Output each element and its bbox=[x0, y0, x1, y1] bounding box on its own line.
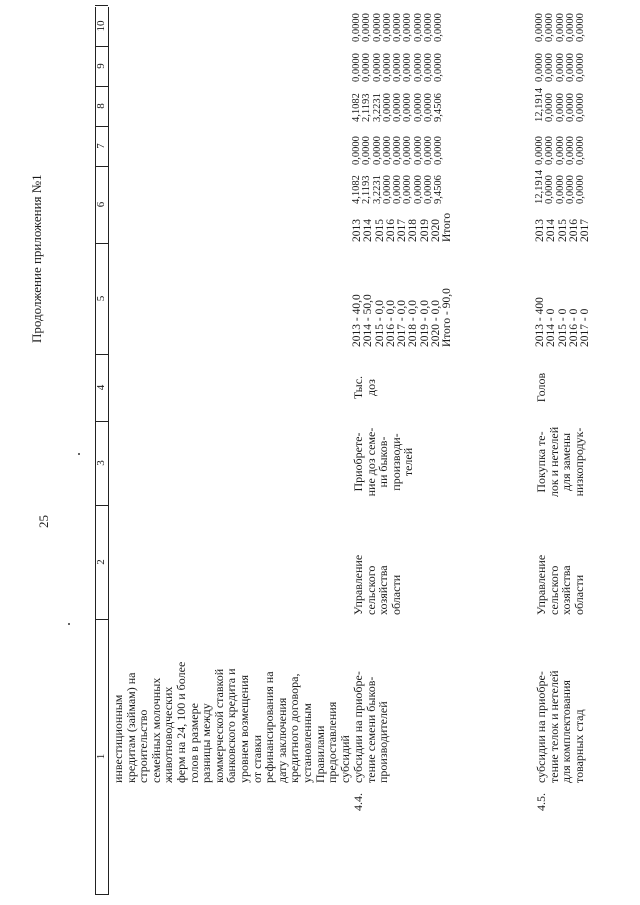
col-header-2: 2 bbox=[95, 505, 108, 620]
row-4-4-name: субсидии на приобре- тение семени быков- производителей bbox=[351, 671, 391, 783]
row-4-4-unit: Тыс. доз bbox=[351, 375, 378, 400]
row-4-4-purpose: Приобрете- ние доз семе- ни быков- производи- телей bbox=[351, 427, 416, 497]
scan-speck bbox=[78, 453, 80, 455]
row-4-5-col11: 0,0000 0,0000 0,0000 0,0000 0,0000 bbox=[534, 13, 587, 42]
col-header-7: 7 bbox=[95, 126, 108, 167]
row-4-4-col10: 0,0000 0,0000 0,0000 0,0000 0,0000 0,0000 0,0000 0,0000 0,0000 bbox=[351, 53, 445, 82]
row-4-5-col10: 0,0000 0,0000 0,0000 0,0000 0,0000 bbox=[534, 53, 587, 82]
row-4-5-col9: 12,1914 0,0000 0,0000 0,0000 0,0000 bbox=[534, 87, 587, 122]
row-4-5-name: субсидии на приобре- тение телок и нетелей для комплектования товарных стад bbox=[534, 670, 586, 783]
row-4-5-number: 4.5. bbox=[534, 793, 548, 811]
col-header-9: 9 bbox=[95, 46, 108, 87]
row-4-4-executor: Управление сельского хозяйства области bbox=[351, 554, 403, 615]
col-header-4: 4 bbox=[95, 354, 108, 422]
row-4-5-years: 2013 2014 2015 2016 2017 bbox=[534, 219, 592, 242]
col-header-3: 3 bbox=[95, 421, 108, 506]
col-header-6: 6 bbox=[95, 166, 108, 244]
row-4-5-unit: Голов bbox=[534, 372, 548, 403]
row-4-4-col9: 4,1082 2,1193 3,2231 0,0000 0,0000 0,0000 0,0000 0,0000 9,4506 bbox=[351, 93, 445, 122]
row-4-4-volumes: 2013 - 40,0 2014 - 50,0 2015 - 0,0 2016 - 0,0 2017 - 0,0 2018 - 0,0 2019 - 0,0 2020 - 0,0 Итого - 90,0 bbox=[351, 288, 454, 347]
col-header-1: 1 bbox=[95, 619, 108, 895]
row-4-4-col11: 0,0000 0,0000 0,0000 0,0000 0,0000 0,0000 0,0000 0,0000 0,0000 bbox=[351, 13, 445, 42]
intro-text: инвестиционным кредитам (займам) на строительство семейных молочных животноводческих ферм на 24, 100 и более голов в размере разницы между коммерческой ставкой банковского кредита и уровнем возмещения от ставки рефинансирования на дату заключения кредитного договора, установленным Правилами предоставления субсидий bbox=[111, 661, 352, 783]
row-4-5-executor: Управление сельского хозяйства области bbox=[534, 554, 586, 615]
col-header-5: 5 bbox=[95, 243, 108, 355]
row-4-4-col7: 4,1082 2,1193 3,2231 0,0000 0,0000 0,0000 0,0000 0,0000 9,4506 bbox=[351, 175, 445, 204]
row-4-4-number: 4.4. bbox=[351, 793, 365, 811]
row-4-4-years: 2013 2014 2015 2016 2017 2018 2019 2020 Итого bbox=[351, 212, 454, 242]
row-4-5-col8: 0,0000 0,0000 0,0000 0,0000 0,0000 bbox=[534, 136, 587, 165]
row-4-5-col7: 12,1914 0,0000 0,0000 0,0000 0,0000 bbox=[534, 169, 587, 204]
page-number: 25 bbox=[36, 515, 51, 528]
header-bottom-line bbox=[108, 7, 109, 895]
col-header-10: 10 bbox=[95, 5, 108, 47]
row-4-5-purpose: Покупка те- лок и нетелей для замены низкопродук- bbox=[534, 426, 586, 498]
row-4-4-col8: 0,0000 0,0000 0,0000 0,0000 0,0000 0,0000 0,0000 0,0000 0,0000 bbox=[351, 136, 445, 165]
col-header-8: 8 bbox=[95, 86, 108, 127]
continuation-title: Продолжение приложения №1 bbox=[29, 174, 44, 343]
row-4-5-volumes: 2013 - 400 2014 - 0 2015 - 0 2016 - 0 2017 - 0 bbox=[534, 297, 592, 347]
scan-speck bbox=[68, 623, 70, 625]
